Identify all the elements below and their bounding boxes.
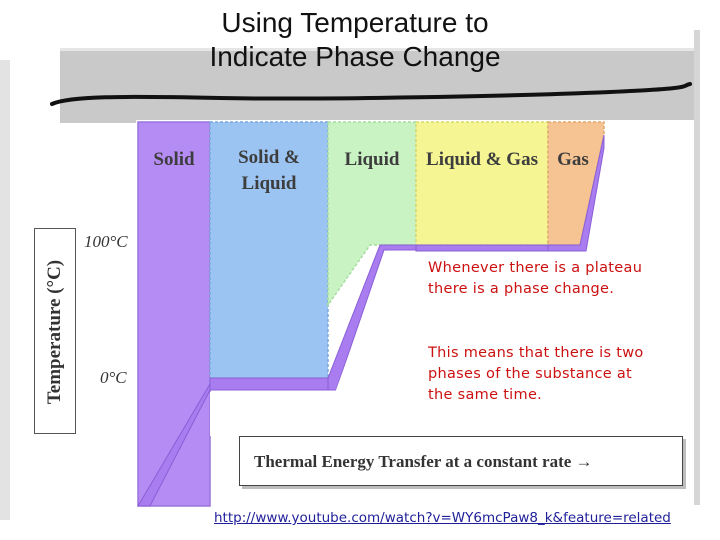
curve-segment-melting-plateau xyxy=(210,378,328,390)
tick-label-100c: 100°C xyxy=(84,232,128,251)
title-line-2: Indicate Phase Change xyxy=(209,41,501,72)
arrow-right-icon: → xyxy=(575,452,593,471)
note-plateau: Whenever there is a plateau there is a phase change. xyxy=(428,260,643,297)
tick-label-0c: 0°C xyxy=(100,368,127,387)
phase-label-liquid: Liquid xyxy=(344,149,400,170)
plot-blank-lower xyxy=(210,392,336,436)
x-axis-label xyxy=(254,452,593,472)
phase-label-liquid-gas: Liquid & Gas xyxy=(426,149,538,170)
phase-label-solid: Solid xyxy=(153,149,195,170)
note-two-phases: This means that there is two phases of the substance at the same time. xyxy=(428,345,644,403)
x-axis-label-text: Thermal Energy Transfer at a constant rate xyxy=(254,452,572,471)
title-underline xyxy=(52,84,690,104)
youtube-link[interactable]: http://www.youtube.com/watch?v=WY6mcPaw8_k&feature=related xyxy=(214,510,671,526)
phase-label-gas: Gas xyxy=(557,149,589,170)
curve-segment-boiling-plateau xyxy=(416,245,548,251)
title-line-1: Using Temperature to xyxy=(221,7,489,38)
phase-label-solid-liquid: Solid & Liquid xyxy=(238,147,300,194)
y-axis-title: Temperature (°C) xyxy=(44,259,65,405)
phase-band-liquid-gas xyxy=(416,122,548,245)
